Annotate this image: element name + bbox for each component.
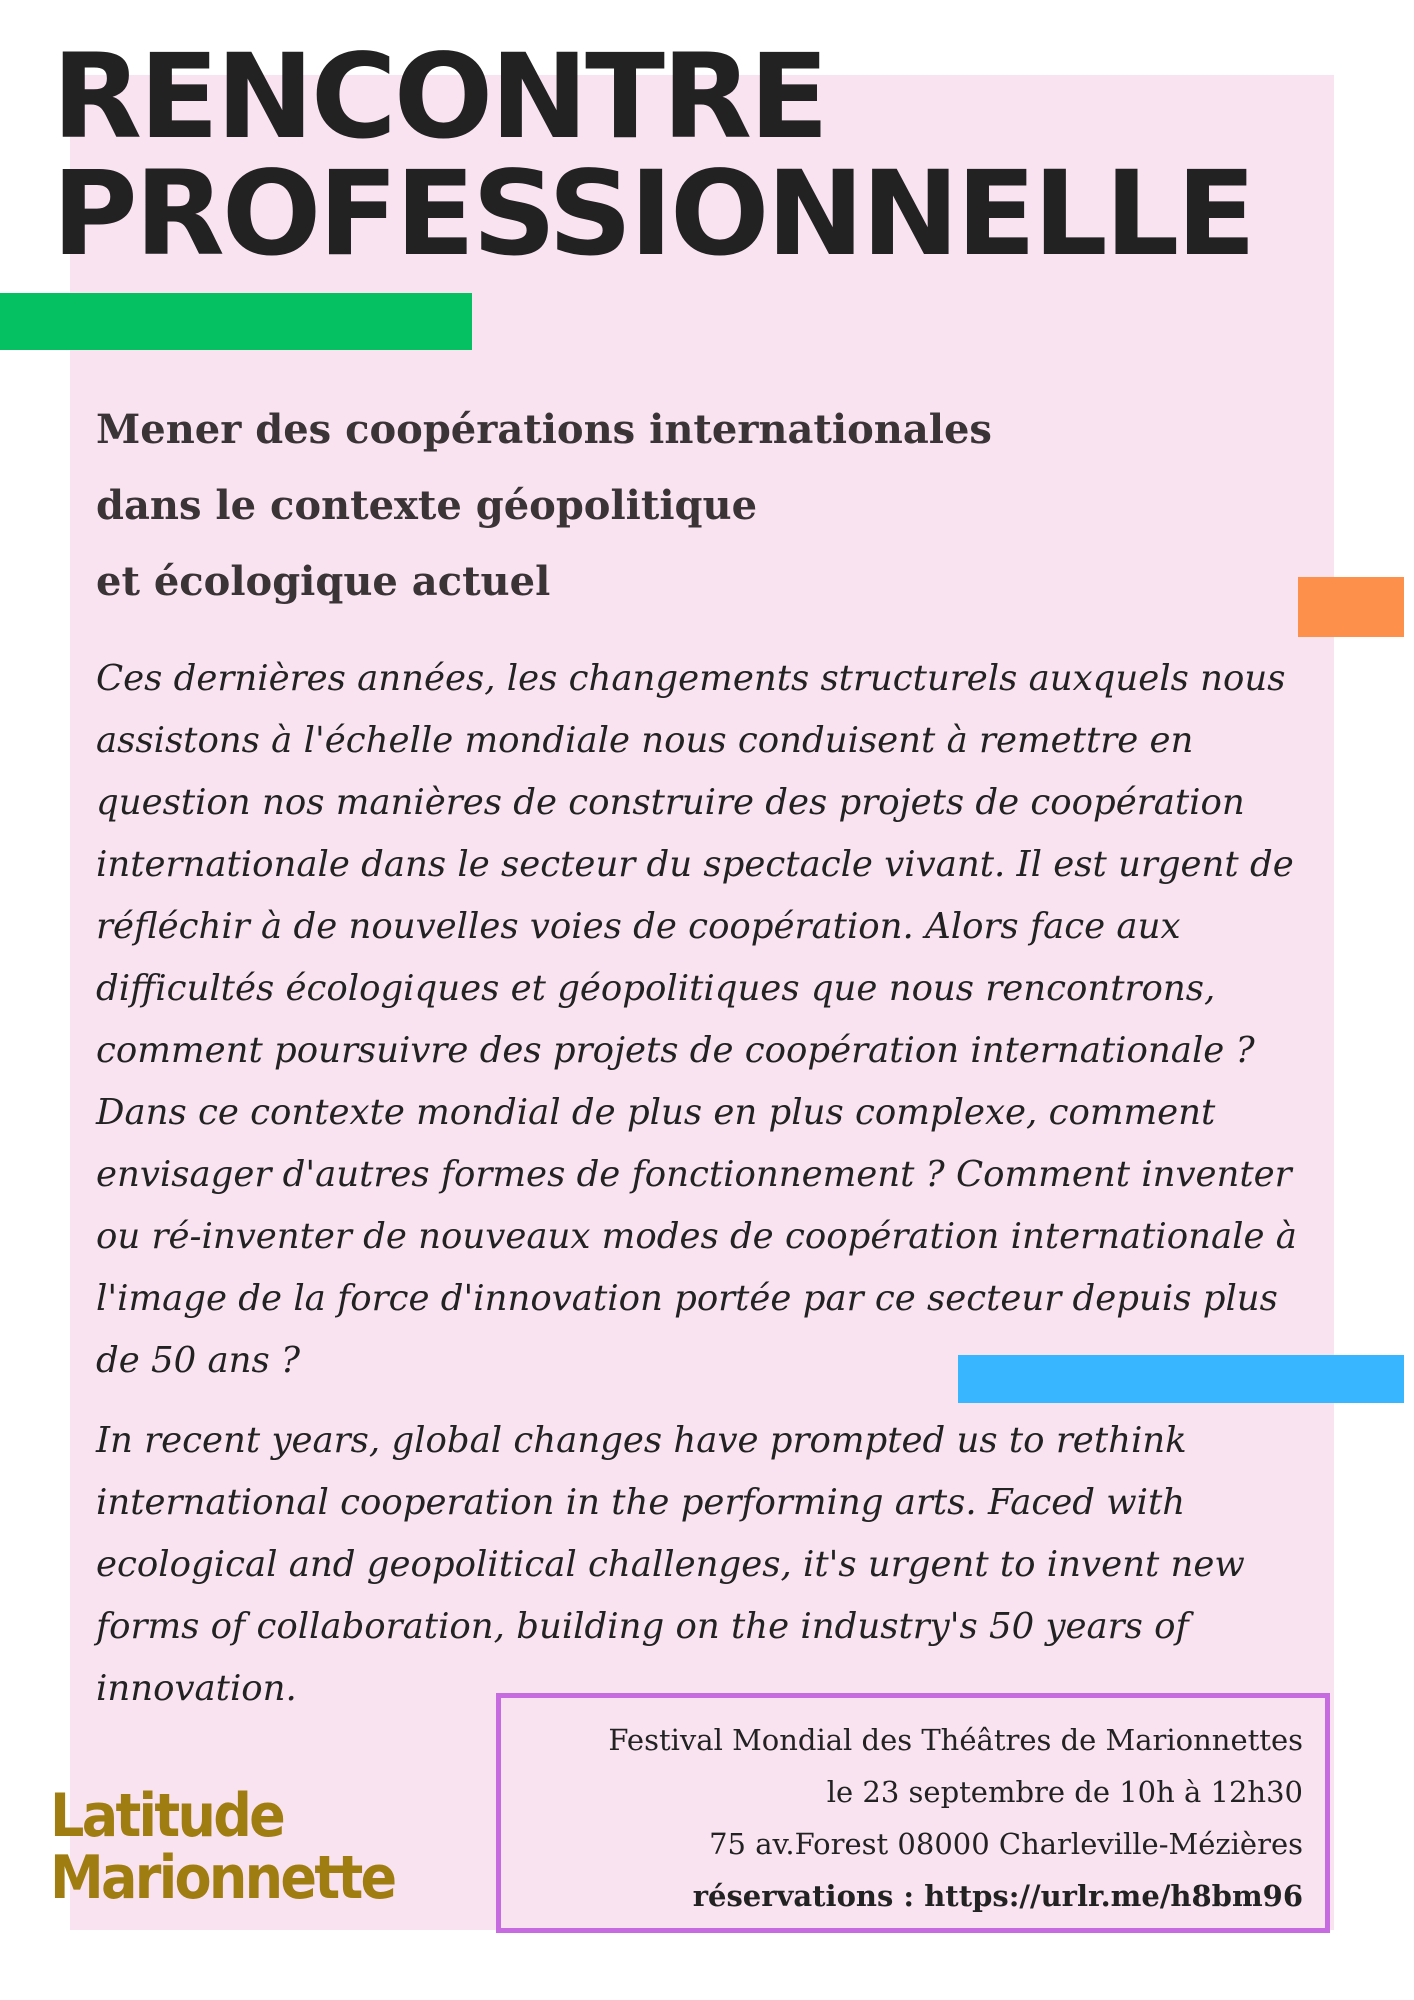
logo-line-2: Marionnette — [50, 1843, 395, 1913]
description-english: In recent years, global changes have prompted us to rethink international cooperation in the performing arts. Faced with ecological and geopolitical challenges, it's urgent to invent new forms of collaboration, building on the industry's 50 years of innovation. — [96, 1420, 1245, 1709]
subtitle-line-1: Mener des coopérations internationales — [96, 406, 992, 453]
event-address: 75 av.Forest 08000 Charleville-Mézières — [709, 1827, 1303, 1861]
reservation-link[interactable]: réservations : https://urlr.me/h8bm96 — [692, 1879, 1303, 1913]
title-line-2: PROFESSIONNELLE — [52, 145, 1254, 282]
title-line-1: RENCONTRE — [52, 28, 827, 165]
page-title — [52, 28, 1254, 282]
event-info-box — [496, 1693, 1330, 1933]
subtitle-line-2: dans le contexte géopolitique — [96, 482, 758, 529]
festival-name: Festival Mondial des Théâtres de Marionnettes — [608, 1723, 1303, 1757]
green-accent-bar — [0, 293, 472, 350]
subtitle-line-3: et écologique actuel — [96, 558, 551, 605]
description-french: Ces dernières années, les changements structurels auxquels nous assistons à l'échelle mondiale nous conduisent à remettre en question nos manières de construire des projets de coopération internationale dans le secteur du spectacle vivant. Il est urgent de réfléchir à de nouvelles voies de coopération. Alors face aux difficultés écologiques et géopolitiques que nous rencontrons, comment poursuivre des projets de coopération internationale ? Dans ce contexte mondial de plus en plus complexe, comment envisager d'autres formes de fonctionnement ? Comment inventer ou ré-inventer de nouveaux modes de coopération internationale à l'image de la force d'innovation portée par ce secteur depuis plus de 50 ans ? — [96, 658, 1297, 1381]
logo-line-1: Latitude — [50, 1781, 284, 1851]
latitude-marionnette-logo — [50, 1781, 433, 1913]
orange-accent-bar — [1298, 577, 1404, 637]
event-date: le 23 septembre de 10h à 12h30 — [826, 1775, 1303, 1809]
subtitle — [96, 392, 992, 620]
